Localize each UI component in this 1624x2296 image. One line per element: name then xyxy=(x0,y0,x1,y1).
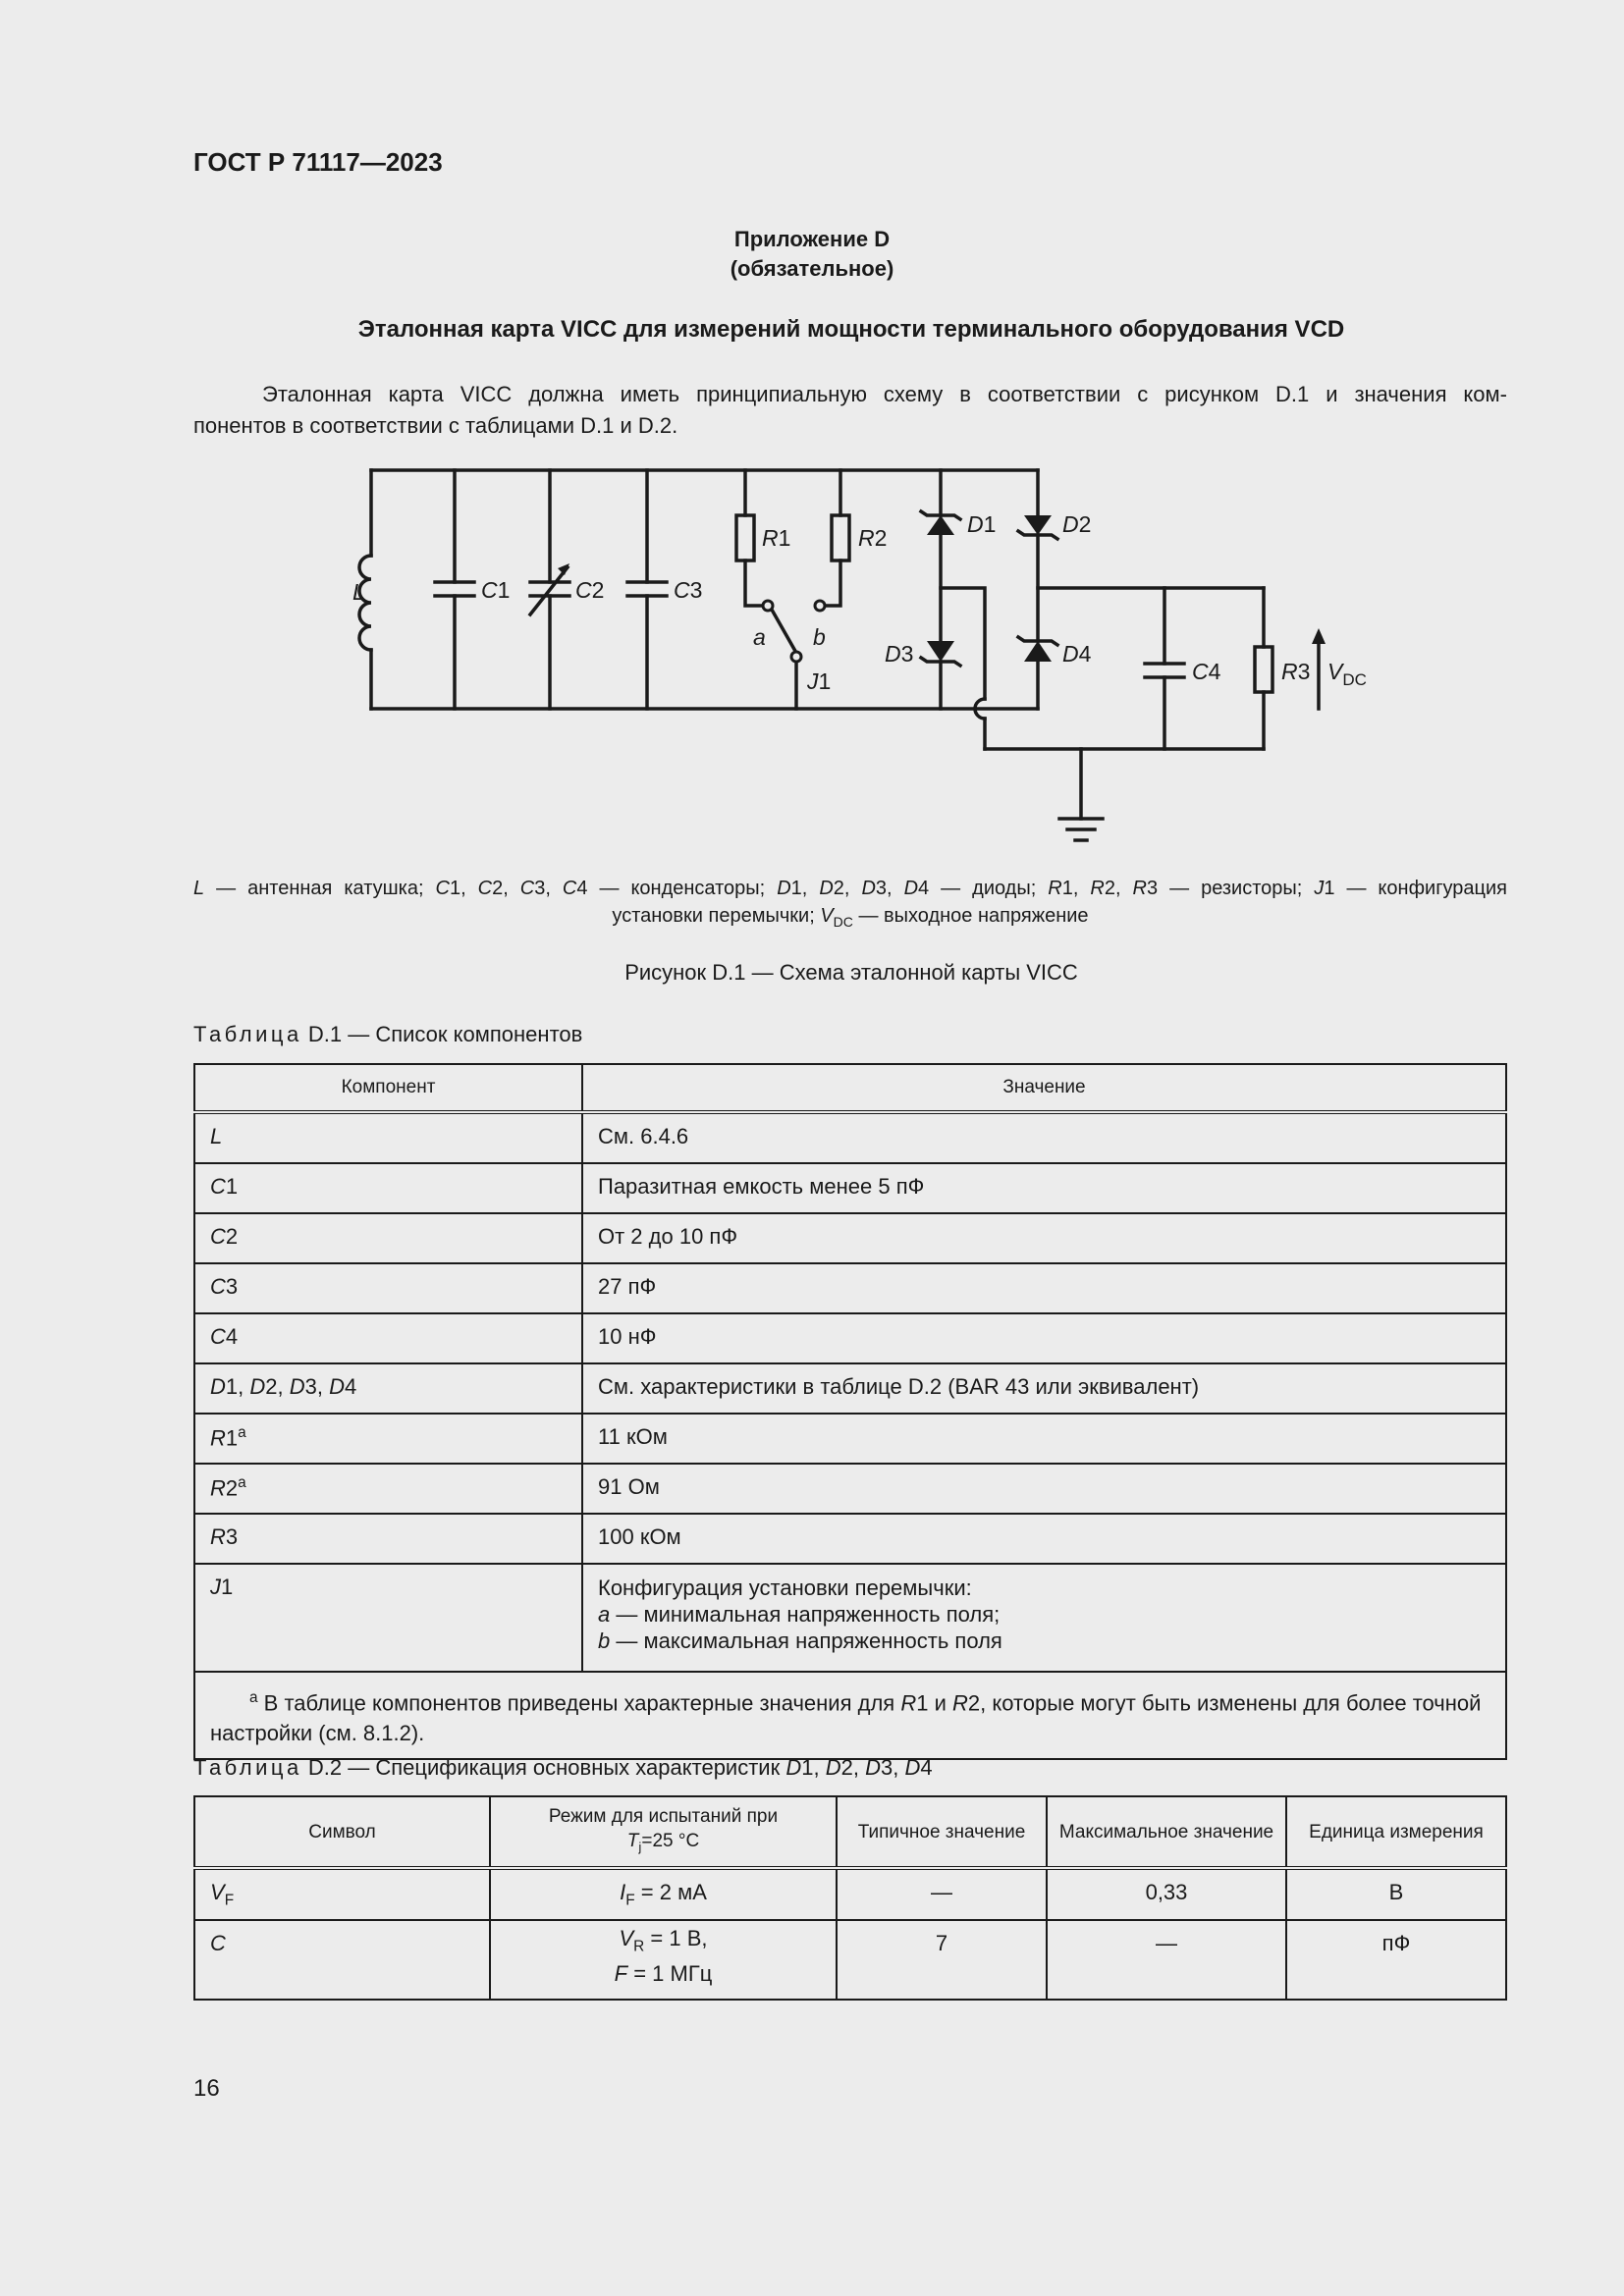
component-cell: C3 xyxy=(194,1263,582,1313)
figure-legend xyxy=(193,875,1507,935)
d1-triangle xyxy=(927,515,954,535)
label-c2 xyxy=(575,577,604,603)
value-cell: См. 6.4.6 xyxy=(582,1112,1506,1163)
value-cell: Паразитная емкость менее 5 пФ xyxy=(582,1163,1506,1213)
d4-triangle xyxy=(1024,641,1052,662)
svg-text:R2: R2 xyxy=(858,525,888,551)
typical-cell: — xyxy=(837,1868,1047,1920)
j1-switch-lever xyxy=(772,610,796,653)
max-cell: — xyxy=(1047,1920,1286,2000)
table-row xyxy=(194,1414,1506,1464)
table-row xyxy=(194,1868,1506,1920)
label-d4 xyxy=(1062,641,1092,667)
svg-text:R3: R3 xyxy=(1281,659,1311,684)
condition-cell: $V_R = 1$ В, F = 1 МГц xyxy=(490,1920,837,2000)
value-cell: 11 кОм xyxy=(582,1414,1506,1464)
legend-line-1: L — антенная катушка; C1, C2, C3, C4 — конденсаторы; D1, D2, D3, D4 — диоды; R1, R2, R3 — резисторы; J1 — конфигурация xyxy=(193,878,1507,899)
value-cell: См. характеристики в таблице D.2 (BAR 43 или эквивалент) xyxy=(582,1363,1506,1414)
value-cell: 10 нФ xyxy=(582,1313,1506,1363)
table1-header-value: Значение xyxy=(582,1064,1506,1112)
r3-symbol xyxy=(1255,647,1272,692)
schematic-diagram xyxy=(0,0,1624,864)
svg-text:D3: D3 xyxy=(885,641,914,667)
typical-cell: 7 xyxy=(837,1920,1047,2000)
label-vdc xyxy=(1327,659,1367,689)
vdc-arrow-head xyxy=(1312,628,1326,644)
j1-contact-b xyxy=(815,601,825,611)
annex-status: (обязательное) xyxy=(730,256,894,281)
wire-r1-to-a xyxy=(745,561,768,606)
header-typical: Типичное значение xyxy=(837,1796,1047,1868)
annex-title: Эталонная карта VICC для измерений мощности терминального оборудования VCD xyxy=(357,316,1345,343)
component-cell: C1 xyxy=(194,1163,582,1213)
table1-header-component: Компонент xyxy=(194,1064,582,1112)
label-switch-b: b xyxy=(813,624,826,650)
table-row xyxy=(194,1920,1506,2000)
unit-cell: В xyxy=(1286,1868,1506,1920)
annex-label: Приложение D xyxy=(733,227,891,251)
figure-caption: Рисунок D.1 — Схема эталонной карты VICC xyxy=(624,960,1078,985)
svg-text:C4: C4 xyxy=(1192,659,1221,684)
header-symbol: Символ xyxy=(194,1796,490,1868)
legend-line-2: установки перемычки; $V_{DC}$ — выходное напряжение xyxy=(612,905,1089,930)
condition-cell: $I_F = 2$ мА xyxy=(490,1868,837,1920)
label-c4 xyxy=(1192,659,1221,684)
label-r1 xyxy=(762,525,790,551)
table-row xyxy=(194,1163,1506,1213)
value-cell: 91 Ом xyxy=(582,1464,1506,1514)
j1-contact-common xyxy=(791,652,801,662)
r2-symbol xyxy=(832,515,849,561)
component-cell: D1, D2, D3, D4 xyxy=(194,1363,582,1414)
value-cell: От 2 до 10 пФ xyxy=(582,1213,1506,1263)
intro-line-2: понентов в соответствии с таблицами D.1 и D.2. xyxy=(193,413,678,438)
header-max: Максимальное значение xyxy=(1047,1796,1286,1868)
value-cell: 27 пФ xyxy=(582,1263,1506,1313)
label-c1 xyxy=(481,577,510,603)
wire-r2-to-b xyxy=(820,561,840,606)
component-cell: R2$^a$ xyxy=(194,1464,582,1514)
svg-text:C2: C2 xyxy=(575,577,605,603)
table1-caption: Таблица D.1 — Список компонентов xyxy=(193,1022,583,1046)
document-header: ГОСТ Р 71117—2023 xyxy=(193,147,443,177)
label-j1 xyxy=(806,668,831,694)
table1-footnote-row xyxy=(194,1672,1506,1759)
svg-text:D4: D4 xyxy=(1062,641,1092,667)
label-r2 xyxy=(858,525,887,551)
table2-header-row xyxy=(194,1796,1506,1868)
component-cell: J1 xyxy=(194,1564,582,1672)
svg-text:C3: C3 xyxy=(674,577,703,603)
svg-text:D1: D1 xyxy=(967,511,997,537)
label-switch-a: a xyxy=(753,624,766,650)
value-cell: Конфигурация установки перемычки: a — минимальная напряженность поля; b — максимальная напряженность поля xyxy=(582,1564,1506,1672)
intro-line-1: Эталонная карта VICC должна иметь принципиальную схему в соответствии с рисунком D.1 и значения ком- xyxy=(262,382,1507,406)
label-d3 xyxy=(885,641,913,667)
component-cell: L xyxy=(194,1112,582,1163)
table1-footnote: $^a$ В таблице компонентов приведены характерные значения для R1 и R2, которые могут быть изменены для более точной настройки (см. 8.1.2). xyxy=(194,1672,1506,1759)
j1-contact-a xyxy=(763,601,773,611)
value-cell: 100 кОм xyxy=(582,1514,1506,1564)
table-row xyxy=(194,1263,1506,1313)
table-row xyxy=(194,1464,1506,1514)
page-number: 16 xyxy=(193,2075,220,2102)
r1-symbol xyxy=(736,515,754,561)
label-r3 xyxy=(1281,659,1310,684)
header-unit: Единица измерения xyxy=(1286,1796,1506,1868)
table-diode-specs xyxy=(193,1795,1507,2001)
table1-header-row xyxy=(194,1064,1506,1112)
label-d1 xyxy=(967,511,996,537)
table-row xyxy=(194,1112,1506,1163)
table-row xyxy=(194,1213,1506,1263)
d3-triangle xyxy=(927,641,954,662)
d2-triangle xyxy=(1024,515,1052,535)
table-components xyxy=(193,1063,1507,1760)
symbol-cell: $V_F$ xyxy=(194,1868,490,1920)
table-row xyxy=(194,1363,1506,1414)
label-d2 xyxy=(1062,511,1091,537)
svg-text:D2: D2 xyxy=(1062,511,1092,537)
unit-cell: пФ xyxy=(1286,1920,1506,2000)
svg-text:VDC: $V_{DC}$ xyxy=(1327,659,1367,689)
svg-text:C1: C1 xyxy=(481,577,511,603)
svg-text:R1: R1 xyxy=(762,525,791,551)
svg-text:J1: J1 xyxy=(807,668,832,694)
component-cell: C4 xyxy=(194,1313,582,1363)
component-cell: C2 xyxy=(194,1213,582,1263)
symbol-cell: C xyxy=(194,1920,490,2000)
table2-caption: Таблица D.2 — Спецификация основных характеристик D1, D2, D3, D4 xyxy=(193,1755,933,1780)
label-l: L xyxy=(352,579,365,605)
table-row xyxy=(194,1313,1506,1363)
component-cell: R1$^a$ xyxy=(194,1414,582,1464)
label-c3 xyxy=(674,577,702,603)
table-row xyxy=(194,1514,1506,1564)
max-cell: 0,33 xyxy=(1047,1868,1286,1920)
table-row xyxy=(194,1564,1506,1672)
component-cell: R3 xyxy=(194,1514,582,1564)
header-test-mode: Режим для испытаний при $T_j=25$ °C xyxy=(490,1796,837,1868)
